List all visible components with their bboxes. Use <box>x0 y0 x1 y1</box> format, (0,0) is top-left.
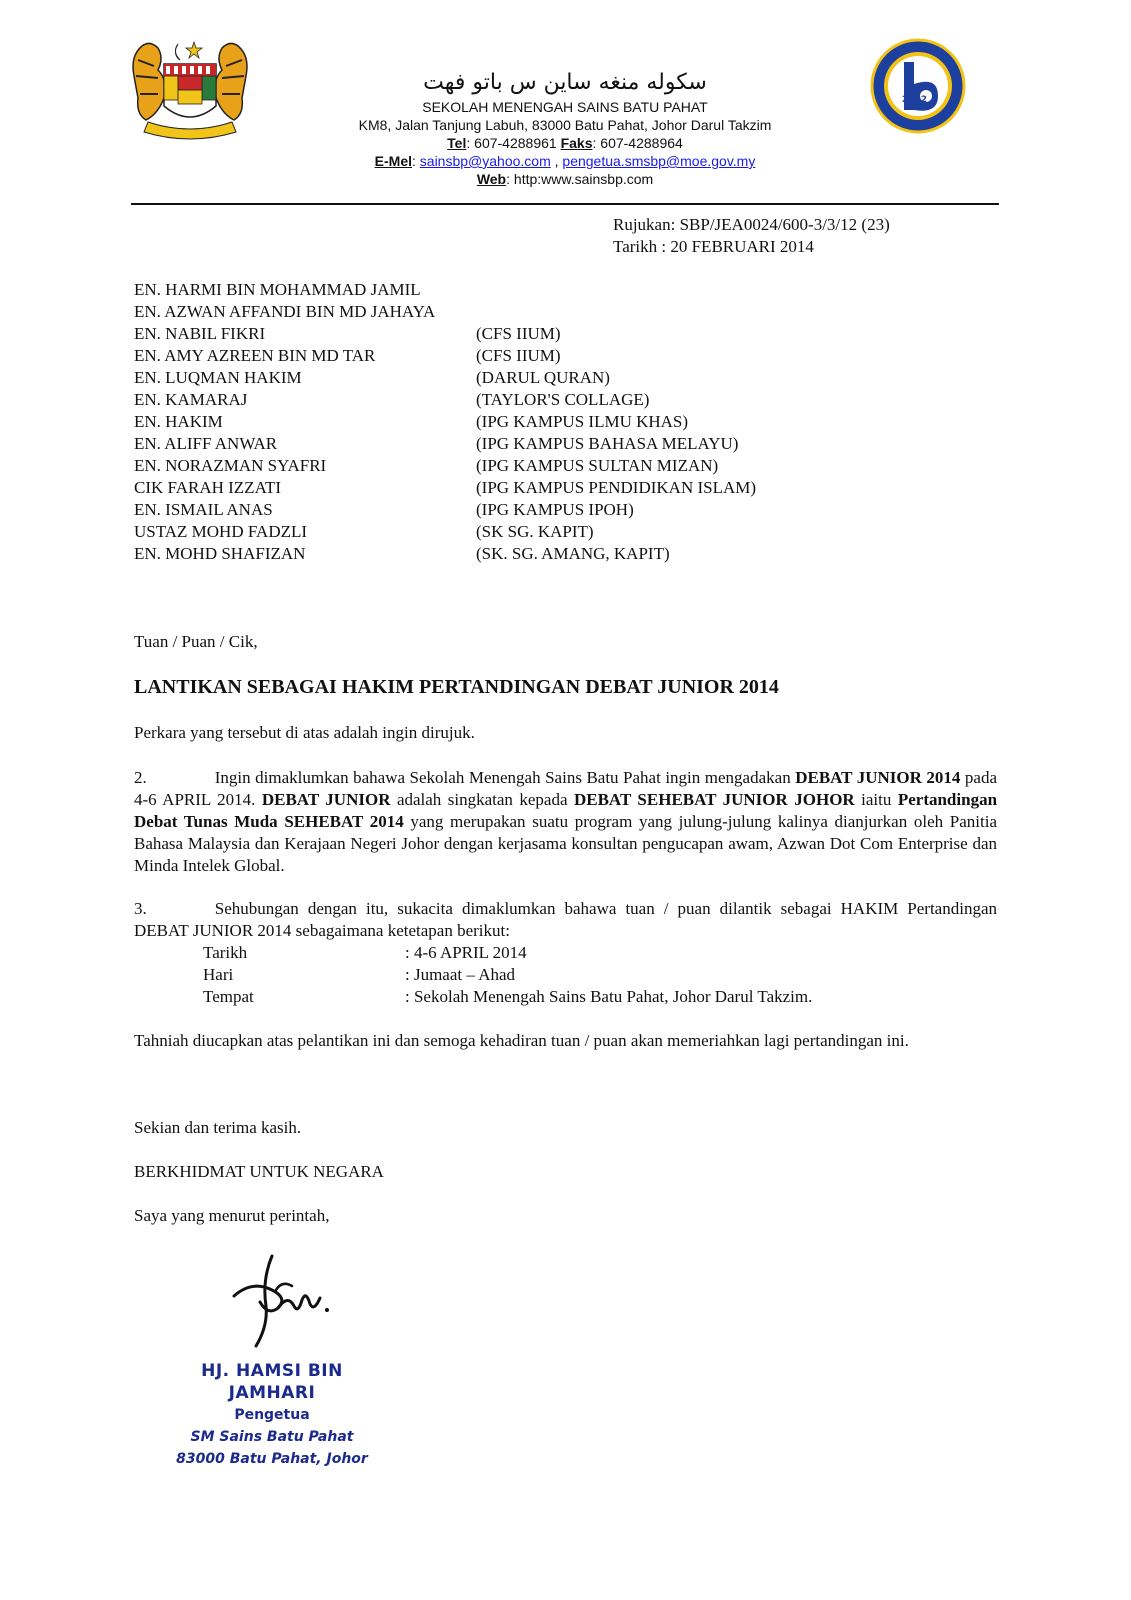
tel-label: Tel <box>447 135 467 151</box>
recipient-name: EN. HARMI BIN MOHAMMAD JAMIL <box>134 280 421 299</box>
paragraph-text: iaitu <box>854 790 898 809</box>
paragraph-number: 3. <box>134 899 147 918</box>
logo-year: 2012 <box>902 95 928 105</box>
stamp-address: 83000 Batu Pahat, Johor <box>176 1451 368 1467</box>
emphasis-text: DEBAT JUNIOR <box>261 790 391 809</box>
recipient-org: (IPG KAMPUS SULTAN MIZAN) <box>476 456 719 475</box>
school-address: KM8, Jalan Tanjung Labuh, 83000 Batu Pahat, Johor Darul Takzim <box>358 117 772 133</box>
recipient-name: EN. KAMARAJ <box>134 390 248 409</box>
header-divider <box>131 203 999 205</box>
letter-subject: LANTIKAN SEBAGAI HAKIM PERTANDINGAN DEBAT JUNIOR 2014 <box>134 676 779 698</box>
paragraph-text: yang merupakan suatu program yang julung-julung kalinya dianjurkan oleh Panitia Bahasa Malaysia dan Kerajaan Negeri Johor dengan kerjasama konsultan pengucapan awam, Azwan Dot Com Enterprise dan Minda Intelek Global. <box>134 812 997 875</box>
fax-value: : 607-4288964 <box>592 135 683 151</box>
closing-thanks: Sekian dan terima kasih. <box>134 1118 302 1137</box>
web-label: Web <box>476 171 507 187</box>
recipient-name: EN. ISMAIL ANAS <box>134 500 273 519</box>
recipient-org: (SK SG. KAPIT) <box>476 522 594 541</box>
recipient-org: (IPG KAMPUS PENDIDIKAN ISLAM) <box>476 478 757 497</box>
paragraph-text: pada 4-6 APRIL 2014. <box>134 768 998 809</box>
emphasis-text: DEBAT JUNIOR 2014 <box>795 768 961 787</box>
recipient-name: EN. HAKIM <box>134 412 223 431</box>
paragraph-3 <box>134 898 997 942</box>
detail-label: Tarikh <box>203 943 248 962</box>
stamp-school: SM Sains Batu Pahat <box>190 1429 354 1445</box>
paragraph-2 <box>134 767 997 877</box>
contact-phone-line <box>300 134 830 152</box>
stamp-name: HJ. HAMSI BIN JAMHARI <box>201 1361 343 1403</box>
detail-label: Tempat <box>203 987 254 1006</box>
emphasis-text: Pertandingan Debat Tunas Muda SEHEBAT 2014 <box>134 790 998 831</box>
stamp-title: Pengetua <box>234 1407 310 1423</box>
reference-number: Rujukan: SBP/JEA0024/600-3/3/12 (23) <box>613 215 890 234</box>
school-logo-icon <box>870 36 966 144</box>
detail-label: Hari <box>203 965 234 984</box>
email-link-2[interactable]: pengetua.smsbp@moe.gov.my <box>562 153 756 169</box>
recipient-org: (SK. SG. AMANG, KAPIT) <box>476 544 670 563</box>
recipient-name: CIK FARAH IZZATI <box>134 478 282 497</box>
official-stamp <box>162 1360 382 1470</box>
letterhead <box>300 68 830 188</box>
paragraph-number: 2. <box>134 768 147 787</box>
fax-label: Faks <box>560 135 593 151</box>
closing-motto: BERKHIDMAT UNTUK NEGARA <box>134 1162 384 1181</box>
signature-image <box>232 1250 347 1350</box>
recipient-org: (CFS IIUM) <box>476 346 561 365</box>
recipient-name: EN. AZWAN AFFANDI BIN MD JAHAYA <box>134 302 436 321</box>
tel-value: : 607-4288961 <box>466 135 557 151</box>
recipient-name: EN. LUQMAN HAKIM <box>134 368 302 387</box>
school-name-jawi: سكوله منغه ساين س باتو فهت <box>423 70 707 95</box>
recipient-org: (DARUL QURAN) <box>476 368 610 387</box>
recipient-org: (TAYLOR'S COLLAGE) <box>476 390 650 409</box>
paragraph-text: adalah singkatan kepada <box>390 790 574 809</box>
email-separator: , <box>550 153 563 169</box>
recipient-org: (IPG KAMPUS ILMU KHAS) <box>476 412 689 431</box>
paragraph-text: Ingin dimaklumkan bahawa Sekolah Menengah Sains Batu Pahat ingin mengadakan <box>214 768 796 787</box>
recipient-name: EN. MOHD SHAFIZAN <box>134 544 306 563</box>
paragraph-4: Tahniah diucapkan atas pelantikan ini dan semoga kehadiran tuan / puan akan memeriahkan lagi pertandingan ini. <box>134 1031 909 1050</box>
paragraph-text: Sehubungan dengan itu, sukacita dimaklumkan bahawa tuan / puan dilantik sebagai HAKIM Pertandingan DEBAT JUNIOR 2014 sebagaimana ketetapan berikut: <box>134 899 997 940</box>
web-value: : http:www.sainsbp.com <box>506 171 654 187</box>
detail-value: : Sekolah Menengah Sains Batu Pahat, Johor Darul Takzim. <box>405 987 813 1006</box>
national-crest-icon <box>128 36 252 142</box>
paragraph-1: Perkara yang tersebut di atas adalah ingin dirujuk. <box>134 723 475 742</box>
email-link-1[interactable]: sainsbp@yahoo.com <box>419 153 551 169</box>
detail-value: : 4-6 APRIL 2014 <box>405 943 527 962</box>
recipient-name: EN. NABIL FIKRI <box>134 324 266 343</box>
contact-web-line <box>300 170 830 188</box>
salutation: Tuan / Puan / Cik, <box>134 632 258 651</box>
letter-date: Tarikh : 20 FEBRUARI 2014 <box>613 237 814 256</box>
recipient-name: EN. ALIFF ANWAR <box>134 434 278 453</box>
contact-email-line: E-Mel: sainsbp@yahoo.com , pengetua.smsbp@moe.gov.my <box>374 153 756 169</box>
recipient-name: EN. AMY AZREEN BIN MD TAR <box>134 346 376 365</box>
detail-value: : Jumaat – Ahad <box>405 965 516 984</box>
emphasis-text: DEBAT SEHEBAT JUNIOR JOHOR <box>573 790 855 809</box>
recipient-name: USTAZ MOHD FADZLI <box>134 522 308 541</box>
email-label: E-Mel <box>374 153 412 169</box>
recipient-org: (CFS IIUM) <box>476 324 561 343</box>
recipient-org: (IPG KAMPUS BAHASA MELAYU) <box>476 434 739 453</box>
closing-yours: Saya yang menurut perintah, <box>134 1206 330 1225</box>
recipient-org: (IPG KAMPUS IPOH) <box>476 500 634 519</box>
recipient-name: EN. NORAZMAN SYAFRI <box>134 456 327 475</box>
school-name: SEKOLAH MENENGAH SAINS BATU PAHAT <box>422 99 708 115</box>
